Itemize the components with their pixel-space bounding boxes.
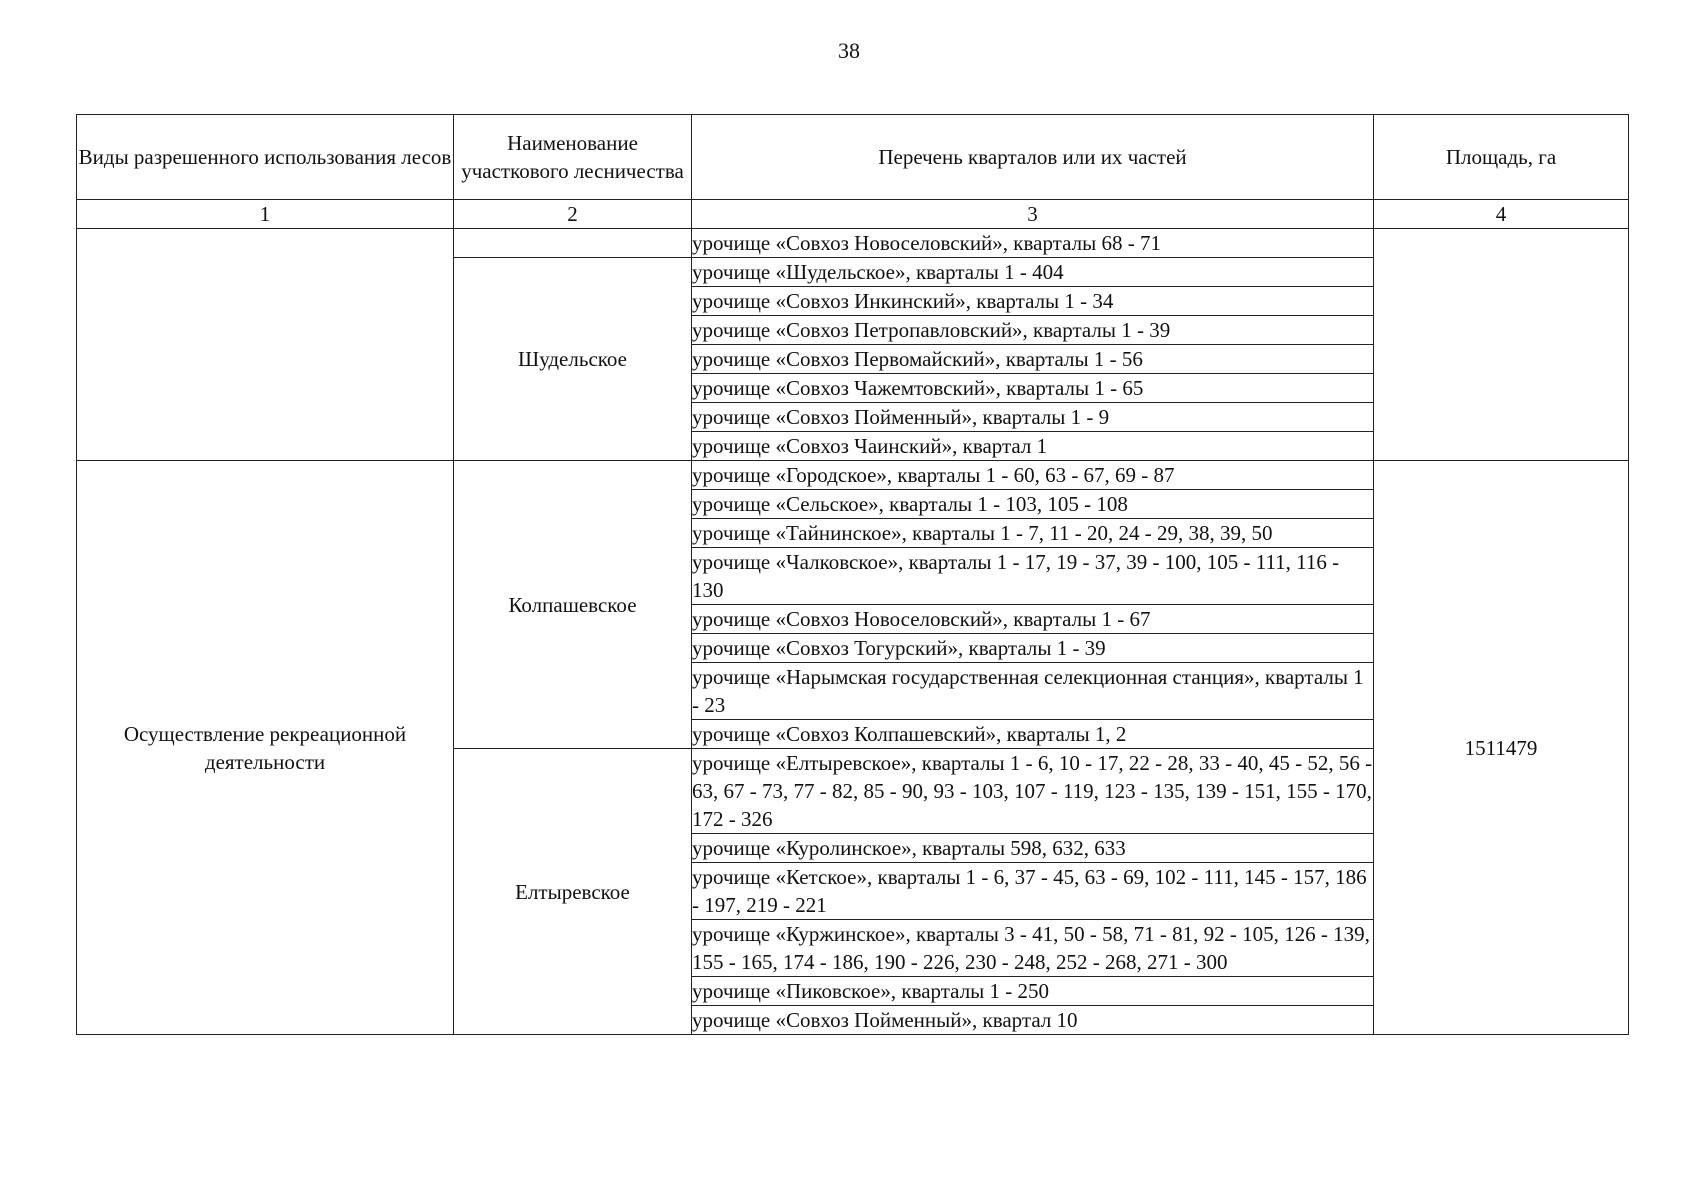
header-quarters-list: Перечень кварталов или их частей (692, 115, 1374, 200)
quarter-cell: урочище «Совхоз Инкинский», кварталы 1 - 34 (692, 287, 1374, 316)
quarter-cell: урочище «Тайнинское», кварталы 1 - 7, 11 - 20, 24 - 29, 38, 39, 50 (692, 519, 1374, 548)
column-number: 2 (454, 200, 692, 229)
header-use-kind: Виды разрешенного использования лесов (77, 115, 454, 200)
quarter-cell: урочище «Совхоз Тогурский», кварталы 1 - 39 (692, 634, 1374, 663)
forestry-name-kolpashevskoe: Колпашевское (454, 461, 692, 749)
column-number-row (77, 200, 1629, 229)
quarter-cell: урочище «Нарымская государственная селекционная станция», кварталы 1 - 23 (692, 663, 1374, 720)
forestry-cell-empty (454, 229, 692, 258)
quarter-cell: урочище «Пиковское», кварталы 1 - 250 (692, 977, 1374, 1006)
forest-use-table (76, 114, 1629, 1035)
column-number: 1 (77, 200, 454, 229)
forestry-name-shudelskoe: Шудельское (454, 258, 692, 461)
use-kind-recreation: Осуществление рекреационной деятельности (77, 461, 454, 1035)
table-row (77, 229, 1629, 258)
header-row (77, 115, 1629, 200)
quarter-cell: урочище «Совхоз Петропавловский», кварталы 1 - 39 (692, 316, 1374, 345)
quarter-cell: урочище «Елтыревское», кварталы 1 - 6, 10 - 17, 22 - 28, 33 - 40, 45 - 52, 56 - 63, 67 - 73, 77 - 82, 85 - 90, 93 - 103, 107 - 119, 123 - 135, 139 - 151, 155 - 170, 172 - 326 (692, 749, 1374, 834)
quarter-cell: урочище «Кетское», кварталы 1 - 6, 37 - 45, 63 - 69, 102 - 111, 145 - 157, 186 - 197, 219 - 221 (692, 863, 1374, 920)
quarter-cell: урочище «Сельское», кварталы 1 - 103, 105 - 108 (692, 490, 1374, 519)
quarter-cell: урочище «Городское», кварталы 1 - 60, 63 - 67, 69 - 87 (692, 461, 1374, 490)
table-row (77, 461, 1629, 490)
use-kind-cell-empty (77, 229, 454, 461)
column-number: 4 (1374, 200, 1629, 229)
area-cell-empty (1374, 229, 1629, 461)
quarter-cell: урочище «Совхоз Чажемтовский», кварталы 1 - 65 (692, 374, 1374, 403)
column-number: 3 (692, 200, 1374, 229)
header-area: Площадь, га (1374, 115, 1629, 200)
area-value: 1511479 (1374, 461, 1629, 1035)
quarter-cell: урочище «Шудельское», кварталы 1 - 404 (692, 258, 1374, 287)
quarter-cell: урочище «Чалковское», кварталы 1 - 17, 19 - 37, 39 - 100, 105 - 111, 116 - 130 (692, 548, 1374, 605)
quarter-cell: урочище «Куржинское», кварталы 3 - 41, 50 - 58, 71 - 81, 92 - 105, 126 - 139, 155 - 165, 174 - 186, 190 - 226, 230 - 248, 252 - 268, 271 - 300 (692, 920, 1374, 977)
quarter-cell: урочище «Совхоз Колпашевский», кварталы 1, 2 (692, 720, 1374, 749)
forestry-name-eltyrevskoe: Елтыревское (454, 749, 692, 1035)
header-forestry-name: Наименование участкового лесничества (454, 115, 692, 200)
page-number: 38 (838, 38, 860, 63)
quarter-cell: урочище «Совхоз Первомайский», кварталы 1 - 56 (692, 345, 1374, 374)
quarter-cell: урочище «Совхоз Пойменный», кварталы 1 - 9 (692, 403, 1374, 432)
quarter-cell: урочище «Совхоз Чаинский», квартал 1 (692, 432, 1374, 461)
quarter-cell: урочище «Совхоз Новоселовский», кварталы 68 - 71 (692, 229, 1374, 258)
quarter-cell: урочище «Совхоз Пойменный», квартал 10 (692, 1006, 1374, 1035)
quarter-cell: урочище «Совхоз Новоселовский», кварталы 1 - 67 (692, 605, 1374, 634)
quarter-cell: урочище «Куролинское», кварталы 598, 632, 633 (692, 834, 1374, 863)
